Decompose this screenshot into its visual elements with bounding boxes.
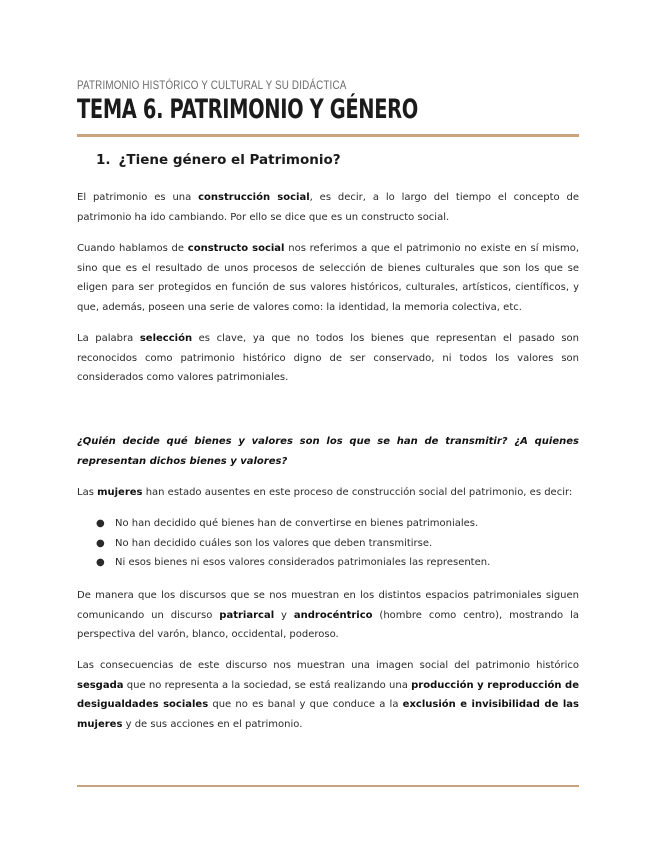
bullet-icon: ●	[96, 557, 105, 568]
paragraph-1	[77, 188, 579, 227]
paragraph-2	[77, 239, 579, 317]
p4-bold: mujeres	[97, 487, 143, 498]
p3-text-a: La palabra	[77, 333, 140, 344]
list-item	[77, 553, 579, 573]
p5-text-e: (hombre como centro), mostrando la perspectiva del varón, blanco, occidental, poderoso.	[77, 609, 579, 640]
footer-divider	[77, 785, 579, 787]
page-title: TEMA 6. PATRIMONIO Y GÉNERO	[77, 94, 418, 125]
p4-text-a: Las	[77, 487, 98, 498]
paragraph-5	[77, 586, 579, 645]
p6-text-e: que no es banal y que conduce a la	[208, 699, 403, 710]
p5-bold-2: androcéntrico	[293, 609, 373, 621]
p6-text-a: Las consecuencias de este discurso nos muestran una imagen social del patrimonio histórico	[77, 660, 579, 671]
p6-text-c: que no representa a la sociedad, se está realizando una	[123, 679, 412, 691]
paragraph-4	[77, 483, 579, 503]
list-item	[77, 514, 579, 534]
list-item-text: No han decidido qué bienes han de convertirse en bienes patrimoniales.	[115, 518, 479, 529]
section-heading	[96, 152, 341, 168]
section-title: ¿Tiene género el Patrimonio?	[118, 152, 341, 168]
p1-text-c: , es decir, a lo largo del tiempo el concepto de patrimonio ha ido cambiando. Por ello se dice que es un constructo social.	[77, 192, 579, 223]
p2-bold: constructo social	[187, 243, 285, 254]
p6-bold-1: sesgada	[77, 679, 124, 691]
p1-bold: construcción social	[198, 192, 310, 203]
p3-bold: selección	[139, 333, 193, 344]
p5-text-a: De manera que los discursos que se nos muestran en los distintos espacios patrimoniales siguen comunicando un discurso	[77, 590, 579, 621]
header-divider	[77, 134, 579, 137]
course-kicker: PATRIMONIO HISTÓRICO Y CULTURAL Y SU DIDÁCTICA	[77, 78, 347, 92]
list-item-text: No han decidido cuáles son los valores que deben transmitirse.	[115, 537, 433, 549]
section-number: 1.	[96, 152, 111, 168]
p1-text-a: El patrimonio es una	[77, 192, 199, 203]
p2-text-a: Cuando hablamos de	[77, 243, 188, 254]
bullet-icon: ●	[96, 518, 105, 529]
p5-text-c: y	[274, 609, 294, 621]
list-item-text: Ni esos bienes ni esos valores considerados patrimoniales las representen.	[115, 557, 491, 568]
bullet-icon: ●	[96, 537, 105, 549]
p6-bold-2: producción y reproducción de desigualdades sociales	[77, 679, 579, 710]
paragraph-6	[77, 656, 579, 734]
p4-text-c: han estado ausentes en este proceso de construcción social del patrimonio, es decir:	[142, 487, 573, 498]
paragraph-3	[77, 329, 579, 388]
p6-bold-3: exclusión e invisibilidad de las mujeres	[77, 699, 579, 730]
p5-bold-1: patriarcal	[219, 609, 275, 621]
p2-text-c: nos referimos a que el patrimonio no existe en sí mismo, sino que es el resultado de unos procesos de selección de bienes culturales que son los que se eligen para ser protegidos en función de sus valores históricos, culturales, artísticos, científicos, y que, además, poseen una serie de valores como: la identidad, la memoria colectiva, etc.	[77, 243, 579, 313]
p6-text-g: y de sus acciones en el patrimonio.	[122, 718, 303, 730]
p3-text-c: es clave, ya que no todos los bienes que representan el pasado son reconocidos como patrimonio histórico digno de ser conservado, ni todos los valores son considerados como valores patrimoniales.	[77, 333, 580, 383]
key-question: ¿Quién decide qué bienes y valores son los que se han de transmitir? ¿A quienes representan dichos bienes y valores?	[77, 436, 579, 467]
list-item	[77, 534, 579, 554]
bullet-list	[77, 514, 579, 573]
